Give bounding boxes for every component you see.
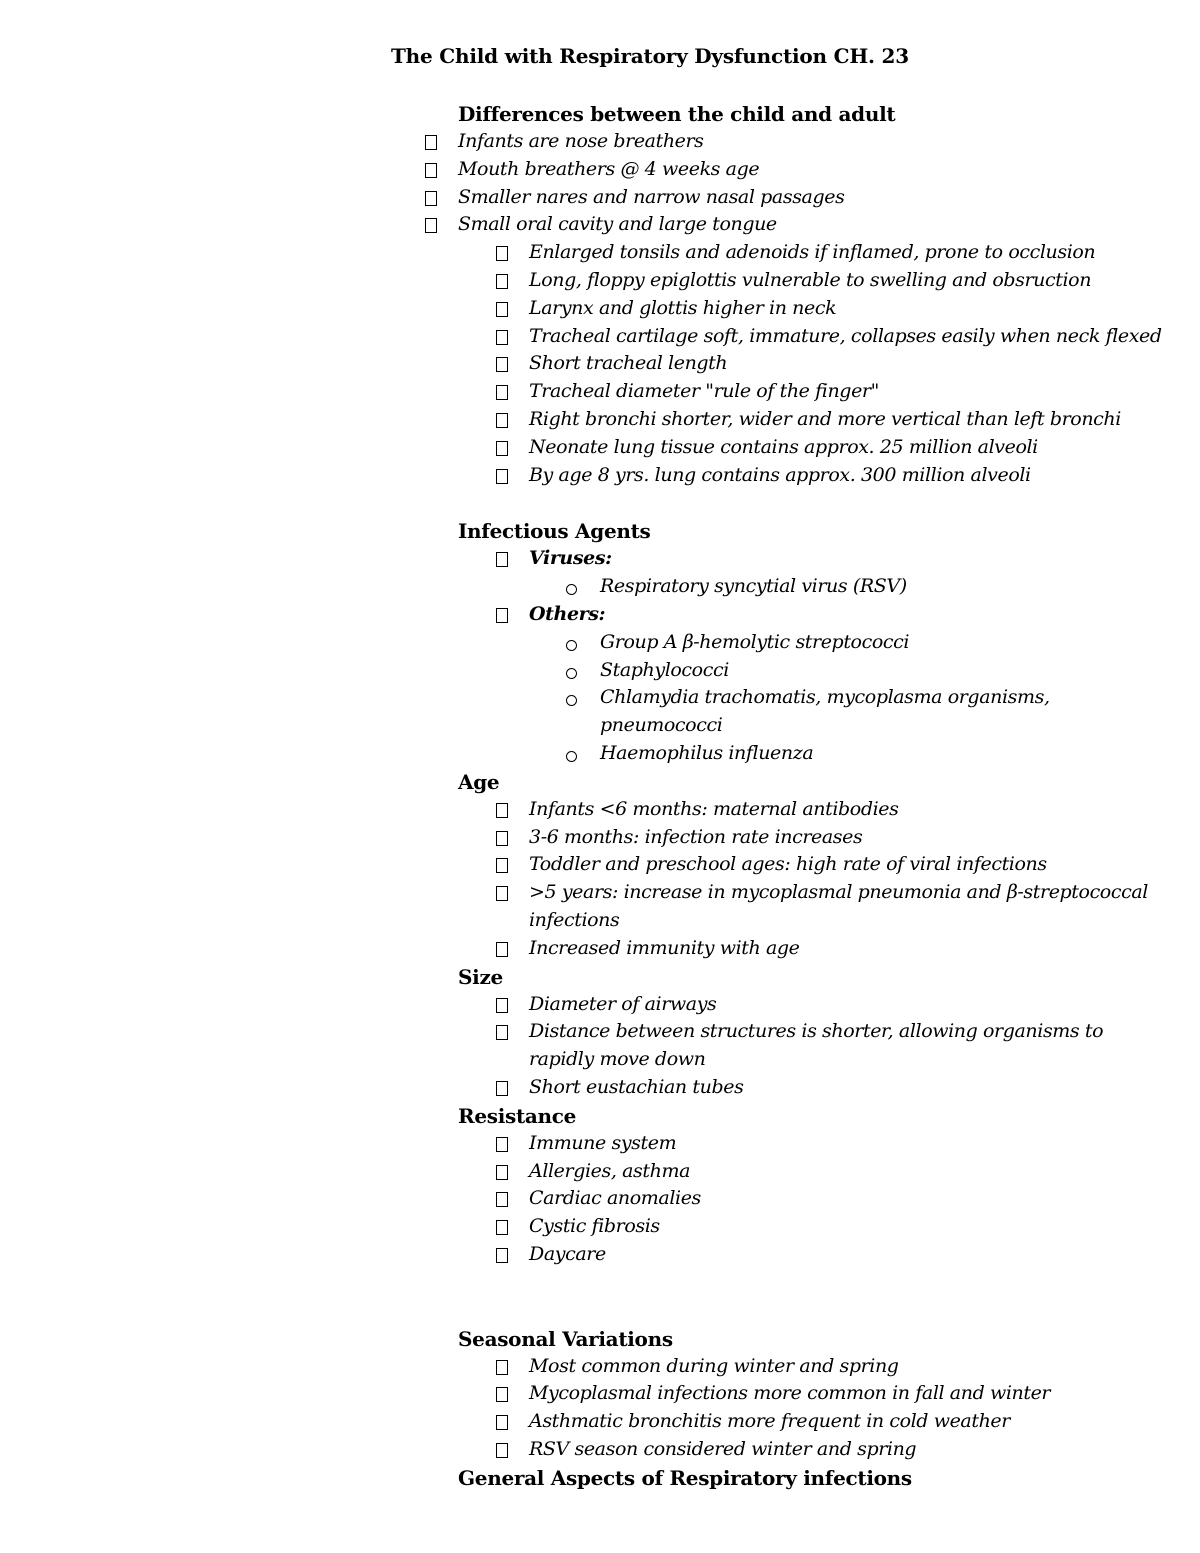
list-item: Viruses: bbox=[420, 545, 1200, 573]
list-item: Tracheal diameter "rule of the finger" bbox=[420, 378, 1200, 406]
list-item: Infants are nose breathers bbox=[420, 128, 1200, 156]
checkbox-bullet-icon bbox=[425, 191, 437, 206]
list-item: Long, floppy epiglottis vulnerable to swelling and obsruction bbox=[420, 267, 1200, 295]
list-item: Small oral cavity and large tongue bbox=[420, 211, 1200, 239]
checkbox-bullet-icon bbox=[496, 552, 508, 567]
list-item: Mycoplasmal infections more common in fall and winter bbox=[420, 1380, 1200, 1408]
heading-age: Age bbox=[458, 769, 500, 794]
checkbox-bullet-icon bbox=[496, 1192, 508, 1207]
list-item: Others: bbox=[420, 601, 1200, 629]
heading-seasonal-variations: Seasonal Variations bbox=[458, 1326, 673, 1351]
list-item: Group A β-hemolytic streptococci bbox=[420, 629, 1200, 657]
checkbox-bullet-icon bbox=[425, 163, 437, 178]
list-item: Distance between structures is shorter, allowing organisms to bbox=[420, 1018, 1200, 1046]
checkbox-bullet-icon bbox=[496, 1415, 508, 1430]
list-item: Smaller nares and narrow nasal passages bbox=[420, 184, 1200, 212]
list-item: Infants <6 months: maternal antibodies bbox=[420, 796, 1200, 824]
circle-bullet-icon bbox=[566, 668, 577, 679]
checkbox-bullet-icon bbox=[496, 246, 508, 261]
list-item: Short tracheal length bbox=[420, 350, 1200, 378]
list-item-continuation: infections bbox=[529, 908, 620, 931]
checkbox-bullet-icon bbox=[496, 413, 508, 428]
infectious-list-2 bbox=[420, 601, 1200, 629]
list-item: Daycare bbox=[420, 1241, 1200, 1269]
list-item: Short eustachian tubes bbox=[420, 1074, 1200, 1102]
checkbox-bullet-icon bbox=[496, 469, 508, 484]
list-item: Most common during winter and spring bbox=[420, 1353, 1200, 1381]
checkbox-bullet-icon bbox=[496, 274, 508, 289]
circle-bullet-icon bbox=[566, 584, 577, 595]
checkbox-bullet-icon bbox=[496, 886, 508, 901]
document-title: The Child with Respiratory Dysfunction CH. 23 bbox=[391, 44, 909, 68]
list-item: Increased immunity with age bbox=[420, 935, 1200, 963]
checkbox-bullet-icon bbox=[496, 858, 508, 873]
list-item: RSV season considered winter and spring bbox=[420, 1436, 1200, 1464]
seasonal-list bbox=[420, 1353, 1200, 1464]
list-item: Cardiac anomalies bbox=[420, 1185, 1200, 1213]
list-item: Allergies, asthma bbox=[420, 1158, 1200, 1186]
list-item: Tracheal cartilage soft, immature, collapses easily when neck flexed bbox=[420, 323, 1200, 351]
infectious-list bbox=[420, 545, 1200, 573]
checkbox-bullet-icon bbox=[496, 1443, 508, 1458]
checkbox-bullet-icon bbox=[496, 441, 508, 456]
heading-infectious-agents: Infectious Agents bbox=[458, 519, 651, 544]
heading-resistance: Resistance bbox=[458, 1103, 577, 1128]
checkbox-bullet-icon bbox=[496, 1220, 508, 1235]
list-item: Enlarged tonsils and adenoids if inflamed, prone to occlusion bbox=[420, 239, 1200, 267]
document-body bbox=[420, 100, 1200, 1492]
list-item: Diameter of airways bbox=[420, 991, 1200, 1019]
checkbox-bullet-icon bbox=[496, 1248, 508, 1263]
list-item: >5 years: increase in mycoplasmal pneumonia and β-streptococcal bbox=[420, 879, 1200, 907]
checkbox-bullet-icon bbox=[496, 302, 508, 317]
checkbox-bullet-icon bbox=[496, 1025, 508, 1040]
list-item: Neonate lung tissue contains approx. 25 million alveoli bbox=[420, 434, 1200, 462]
checkbox-bullet-icon bbox=[496, 1360, 508, 1375]
checkbox-bullet-icon bbox=[496, 942, 508, 957]
list-item-continuation: rapidly move down bbox=[529, 1048, 706, 1071]
list-item: Toddler and preschool ages: high rate of viral infections bbox=[420, 851, 1200, 879]
checkbox-bullet-icon bbox=[496, 357, 508, 372]
list-item: Staphylococci bbox=[420, 657, 1200, 685]
list-item: Haemophilus influenza bbox=[420, 740, 1200, 768]
list-item: Immune system bbox=[420, 1130, 1200, 1158]
checkbox-bullet-icon bbox=[496, 1137, 508, 1152]
list-item: 3-6 months: infection rate increases bbox=[420, 824, 1200, 852]
list-item: Cystic fibrosis bbox=[420, 1213, 1200, 1241]
checkbox-bullet-icon bbox=[496, 608, 508, 623]
circle-bullet-icon bbox=[566, 640, 577, 651]
heading-size: Size bbox=[458, 964, 503, 989]
heading-differences: Differences between the child and adult bbox=[458, 102, 896, 126]
checkbox-bullet-icon bbox=[496, 330, 508, 345]
list-item-continuation: pneumococci bbox=[600, 714, 723, 737]
checkbox-bullet-icon bbox=[496, 1081, 508, 1096]
list-item: Respiratory syncytial virus (RSV) bbox=[420, 573, 1200, 601]
list-item: Right bronchi shorter, wider and more vertical than left bronchi bbox=[420, 406, 1200, 434]
list-item: Asthmatic bronchitis more frequent in cold weather bbox=[420, 1408, 1200, 1436]
checkbox-bullet-icon bbox=[496, 831, 508, 846]
checkbox-bullet-icon bbox=[425, 218, 437, 233]
checkbox-bullet-icon bbox=[496, 803, 508, 818]
checkbox-bullet-icon bbox=[425, 135, 437, 150]
circle-bullet-icon bbox=[566, 751, 577, 762]
resistance-list bbox=[420, 1130, 1200, 1269]
differences-sublist bbox=[420, 239, 1200, 489]
circle-bullet-icon bbox=[566, 695, 577, 706]
viruses-sublist bbox=[420, 573, 1200, 601]
list-item: Chlamydia trachomatis, mycoplasma organisms, bbox=[420, 684, 1200, 712]
differences-list bbox=[420, 128, 1200, 239]
list-item: Larynx and glottis higher in neck bbox=[420, 295, 1200, 323]
age-list bbox=[420, 796, 1200, 963]
checkbox-bullet-icon bbox=[496, 1165, 508, 1180]
list-item: Mouth breathers @ 4 weeks age bbox=[420, 156, 1200, 184]
checkbox-bullet-icon bbox=[496, 385, 508, 400]
others-sublist bbox=[420, 629, 1200, 768]
list-item: By age 8 yrs. lung contains approx. 300 million alveoli bbox=[420, 462, 1200, 490]
size-list bbox=[420, 991, 1200, 1102]
checkbox-bullet-icon bbox=[496, 998, 508, 1013]
checkbox-bullet-icon bbox=[496, 1387, 508, 1402]
heading-general-aspects: General Aspects of Respiratory infections bbox=[458, 1465, 912, 1490]
